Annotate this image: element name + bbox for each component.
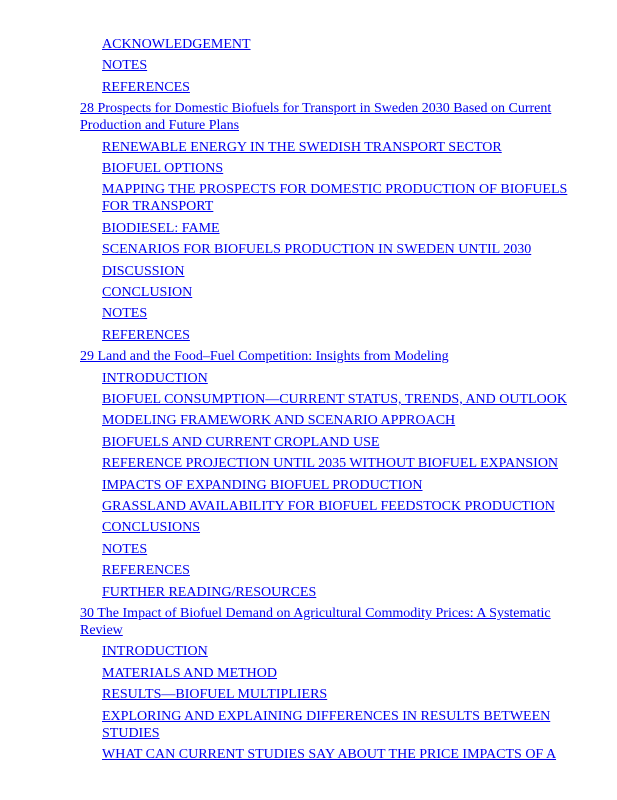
toc-link-text: ACKNOWLEDGEMENT — [102, 37, 251, 52]
toc-section-link[interactable] — [102, 708, 550, 742]
toc-section-link[interactable] — [102, 412, 455, 429]
toc-link-text: CONCLUSION — [102, 285, 193, 300]
toc-link-text: FURTHER READING/RESOURCES — [102, 584, 317, 600]
toc-chapter-link[interactable] — [80, 605, 551, 639]
toc-section-link[interactable] — [102, 665, 277, 682]
toc-link-text: BIODIESEL: FAME — [102, 220, 220, 236]
toc-section-link[interactable] — [102, 305, 147, 322]
toc-link-text: IMPACTS OF EXPANDING BIOFUEL PRODUCTION — [102, 477, 423, 493]
toc-link-text: REFERENCES — [102, 563, 190, 579]
toc-section-link[interactable] — [102, 181, 567, 215]
toc-link-text: 30 The Impact of Biofuel Demand on Agricultural Commodity Prices: A Systematic — [80, 606, 551, 621]
toc-link-text: Production and Future Plans — [80, 118, 240, 134]
toc-link-text: DISCUSSION — [102, 263, 185, 279]
toc-link-text: WHAT CAN CURRENT STUDIES SAY ABOUT THE PRICE IMPACTS OF A — [102, 747, 557, 762]
toc-link-text: REFERENCES — [102, 327, 190, 343]
toc-link-text: REFERENCE PROJECTION UNTIL 2035 WITHOUT BIOFUEL EXPANSION — [102, 456, 559, 472]
toc-section-link[interactable] — [102, 643, 208, 660]
toc-section-link[interactable] — [102, 498, 555, 515]
toc-link-text: FOR TRANSPORT — [102, 199, 214, 215]
toc-section-link[interactable] — [102, 220, 220, 237]
toc-section-link[interactable] — [102, 562, 190, 579]
toc-section-link[interactable] — [102, 541, 147, 558]
toc-chapter-link[interactable] — [80, 100, 551, 134]
toc-section-link[interactable] — [102, 263, 184, 280]
toc-link-text: BIOFUEL CONSUMPTION—CURRENT STATUS, TRENDS, AND OUTLOOK — [102, 392, 567, 407]
toc-link-text: MAPPING THE PROSPECTS FOR DOMESTIC PRODUCTION OF BIOFUELS — [102, 182, 568, 198]
toc-section-link[interactable] — [102, 79, 190, 96]
toc-link-text: INTRODUCTION — [102, 644, 208, 660]
toc-link-text: BIOFUEL OPTIONS — [102, 161, 224, 176]
toc-link-text: NOTES — [102, 541, 148, 557]
toc-link-text: REFERENCES — [102, 79, 190, 95]
toc-link-text: NOTES — [102, 306, 148, 322]
toc-section-link[interactable] — [102, 477, 423, 494]
toc-section-link[interactable] — [102, 139, 502, 156]
toc-link-text: CONCLUSIONS — [102, 520, 201, 536]
toc-section-link[interactable] — [102, 160, 223, 177]
toc-link-text: 29 Land and the Food–Fuel Competition: Insights from Modeling — [80, 349, 449, 365]
toc-section-link[interactable] — [102, 519, 200, 536]
toc-link-text: Review — [80, 623, 123, 638]
toc-link-text: RESULTS—BIOFUEL MULTIPLIERS — [102, 687, 328, 703]
toc-section-link[interactable] — [102, 455, 558, 472]
toc-link-text: STUDIES — [102, 725, 160, 741]
toc-section-link[interactable] — [102, 746, 556, 763]
toc-section-link[interactable] — [102, 391, 567, 408]
toc-section-link[interactable] — [102, 434, 379, 451]
toc-link-text: EXPLORING AND EXPLAINING DIFFERENCES IN RESULTS BETWEEN — [102, 708, 551, 724]
toc-section-link[interactable] — [102, 57, 147, 74]
toc-link-text: 28 Prospects for Domestic Biofuels for Transport in Sweden 2030 Based on Current — [80, 101, 552, 117]
toc-section-link[interactable] — [102, 36, 251, 53]
toc-chapter-link[interactable] — [80, 348, 449, 365]
toc-link-text: GRASSLAND AVAILABILITY FOR BIOFUEL FEEDSTOCK PRODUCTION — [102, 499, 555, 514]
toc-section-link[interactable] — [102, 686, 327, 703]
toc-section-link[interactable] — [102, 584, 316, 601]
toc-link-text: INTRODUCTION — [102, 370, 208, 386]
toc-section-link[interactable] — [102, 327, 190, 344]
toc-link-text: SCENARIOS FOR BIOFUELS PRODUCTION IN SWEDEN UNTIL 2030 — [102, 242, 532, 258]
toc-section-link[interactable] — [102, 370, 208, 387]
toc-link-text: NOTES — [102, 58, 148, 74]
toc-section-link[interactable] — [102, 241, 531, 258]
toc-section-link[interactable] — [102, 284, 192, 301]
toc-link-text: MODELING FRAMEWORK AND SCENARIO APPROACH — [102, 413, 456, 429]
toc-link-text: BIOFUELS AND CURRENT CROPLAND USE — [102, 434, 380, 450]
toc-link-text: MATERIALS AND METHOD — [102, 665, 277, 681]
toc-link-text: RENEWABLE ENERGY IN THE SWEDISH TRANSPORT SECTOR — [102, 139, 502, 155]
